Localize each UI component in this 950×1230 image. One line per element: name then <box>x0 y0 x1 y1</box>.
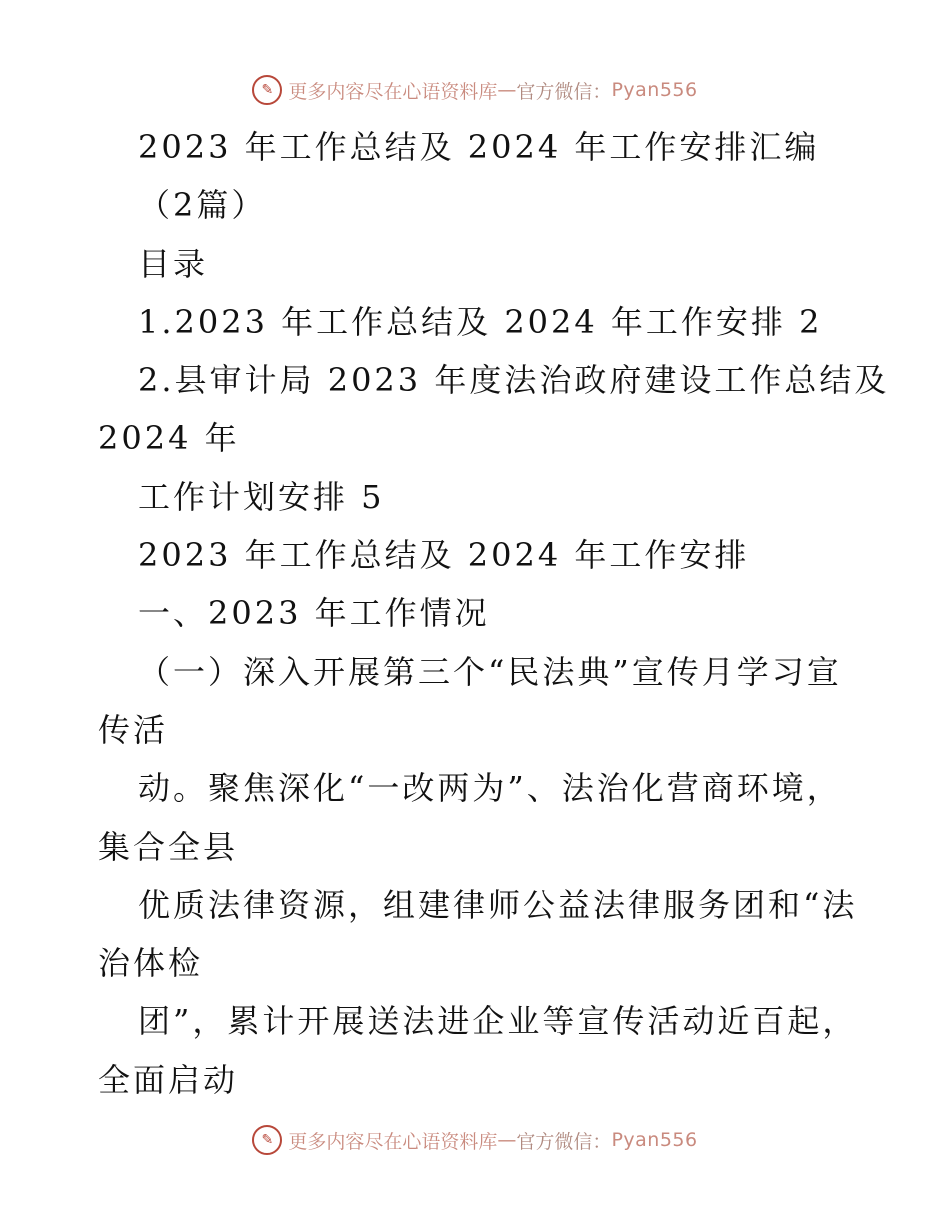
paragraph-line: 动。聚焦深化“一改两为”、法治化营商环境， <box>138 769 842 808</box>
banner-separator: — <box>497 79 517 101</box>
banner-brand-text: 更多内容尽在心语资料库 <box>288 1130 498 1153</box>
paragraph-line: （一）深入开展第三个“民法典”宣传月学习宣 <box>138 652 842 691</box>
paragraph-line: 集合全县 <box>98 827 239 866</box>
paragraph-line: 治体检 <box>98 944 204 983</box>
paragraph-line: 全面启动 <box>98 1060 239 1099</box>
toc-item-2-line-1: 2.县审计局 2023 年度法治政府建设工作总结及 <box>138 361 890 400</box>
toc-item-1: 1.2023 年工作总结及 2024 年工作安排 2 <box>138 302 823 341</box>
toc-item-2-line-3: 工作计划安排 5 <box>138 477 385 516</box>
banner-wechat-handle: Pyan556 <box>611 79 698 101</box>
footer-watermark-banner <box>0 1122 950 1158</box>
banner-wechat-label: 官方微信： <box>516 1130 612 1153</box>
banner-wechat-handle: Pyan556 <box>611 1129 698 1151</box>
toc-item-2-line-2: 2024 年 <box>98 419 240 458</box>
paragraph-line: 团”，累计开展送法进企业等宣传活动近百起， <box>138 1002 858 1041</box>
toc-heading: 目录 <box>138 244 209 283</box>
logo-icon: ✎ <box>252 75 282 105</box>
document-title-line-2: （2篇） <box>138 186 267 225</box>
banner-brand-text: 更多内容尽在心语资料库 <box>288 80 498 103</box>
header-watermark-banner <box>0 72 950 108</box>
paragraph-line: 传活 <box>98 710 169 749</box>
logo-icon: ✎ <box>252 1125 282 1155</box>
section-title: 2023 年工作总结及 2024 年工作安排 <box>138 536 750 575</box>
paragraph-line: 优质法律资源，组建律师公益法律服务团和“法 <box>138 885 858 924</box>
document-title-line-1: 2023 年工作总结及 2024 年工作安排汇编 <box>138 128 820 166</box>
banner-separator: — <box>497 1129 517 1151</box>
document-body <box>98 118 890 1109</box>
section-heading-1: 一、2023 年工作情况 <box>138 594 490 633</box>
banner-wechat-label: 官方微信： <box>516 80 612 103</box>
